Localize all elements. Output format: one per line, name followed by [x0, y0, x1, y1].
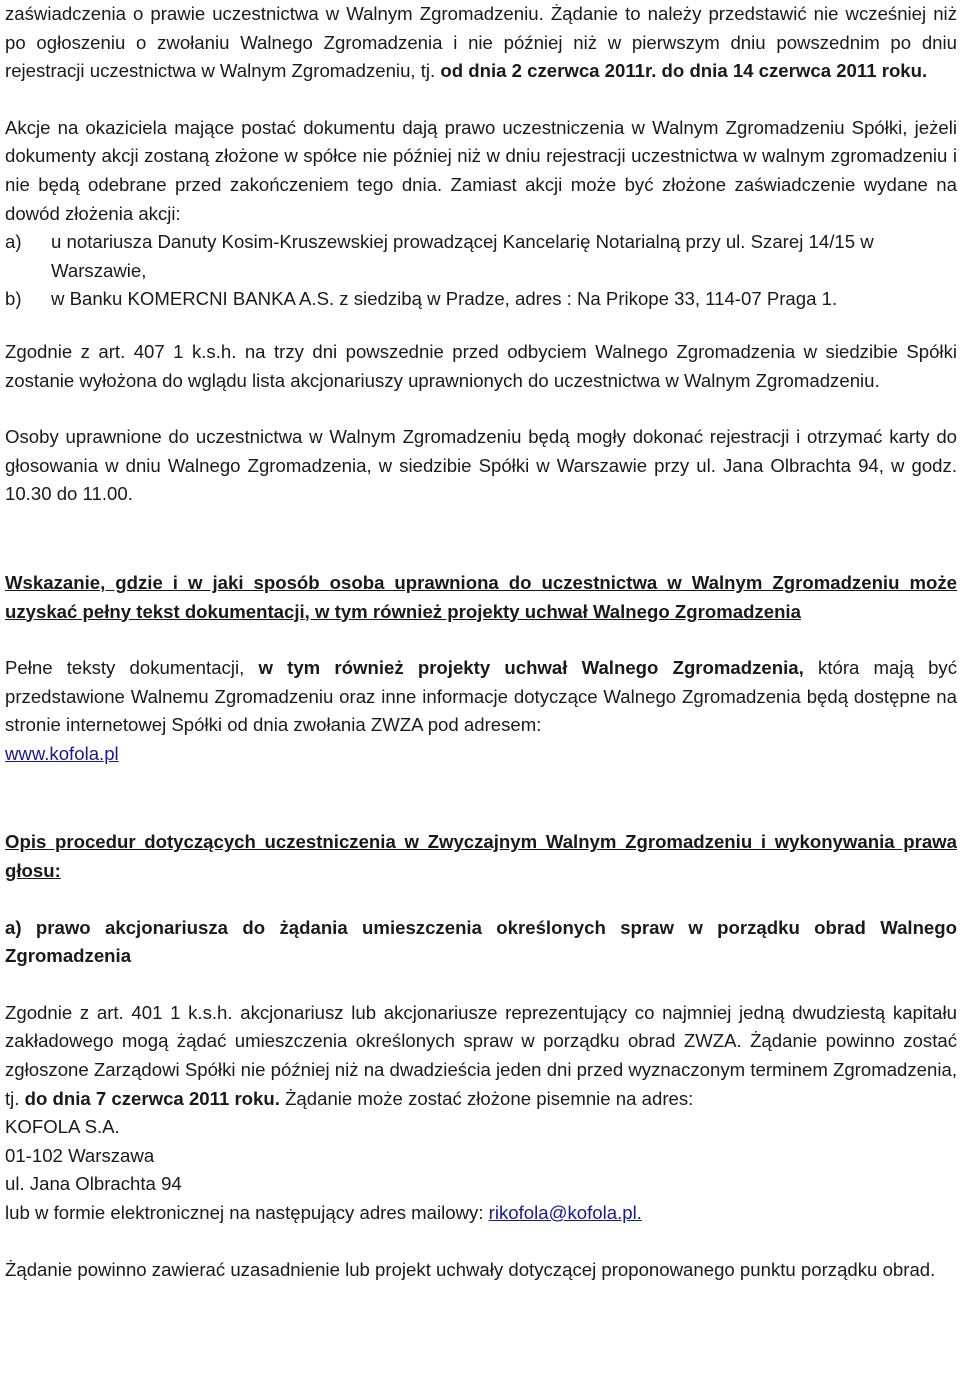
section-heading-procedures: Opis procedur dotyczących uczestniczenia w Zwyczajnym Walnym Zgromadzeniu i wykonywania prawa głosu: [5, 831, 957, 882]
date-range-bold: od dnia 2 czerwca 2011r. do dnia 14 czerwca 2011 roku. [440, 60, 928, 82]
paragraph-text: zaświadczenia o prawie uczestnictwa w Walnym Zgromadzeniu. Żądanie to należy przedstawić nie wcześniej niż po ogłoszeniu o zwołaniu Walnego Zgromadzenia i nie później niż w pierwszym dniu powszednim po dniu rejestracji uczestnictwa w Walnym Zgromadzeniu, tj. [5, 3, 957, 82]
subsection-heading-agenda: a) prawo akcjonariusza do żądania umieszczenia określonych spraw w porządku obrad Walnego Zgromadzenia [5, 916, 957, 967]
paragraph-agenda-request [5, 999, 957, 1113]
address-line: ul. Jana Olbrachta 94 [5, 1173, 182, 1195]
list-item [5, 285, 957, 314]
paragraph-bold-text: w tym również projekty uchwał Walnego Zgromadzenia, [258, 657, 804, 679]
paragraph-text: Pełne teksty dokumentacji, [5, 657, 259, 679]
paragraph-text: lub w formie elektronicznej na następujący adres mailowy: [5, 1202, 489, 1223]
list-item [5, 228, 957, 285]
deadline-bold: do dnia 7 czerwca 2011 roku. [24, 1087, 280, 1109]
paragraph-text: Zgodnie z art. 401 1 k.s.h. akcjonariusz lub akcjonariusze reprezentujący co najmniej jedną dwudziestą kapitału zakładowego mogą żądać umieszczenia określonych spraw w porządku obrad ZWZA. Żądanie powinno zostać zgłoszone Zarządowi Spółki nie później niż na dwadzieścia jeden dni przed wyznaczonym terminem Zgromadzenia, tj. [5, 1001, 957, 1109]
address-line: 01-102 Warszawa [5, 1144, 155, 1166]
section-heading-documentation: Wskazanie, gdzie i w jaki sposób osoba uprawniona do uczestnictwa w Walnym Zgromadzeniu może uzyskać pełny tekst dokumentacji, w tym również projekty uchwał Walnego Zgromadzenia [5, 571, 957, 622]
deposit-list [5, 228, 957, 314]
list-text: u notariusza Danuty Kosim-Kruszewskiej prowadzącej Kancelarię Notarialną przy ul. Szarej 14/15 w Warszawie, [51, 231, 874, 281]
paragraph-documentation [5, 654, 957, 740]
list-marker: b) [5, 288, 22, 310]
paragraph-email [5, 1199, 957, 1228]
paragraph-voting-cards: Osoby uprawnione do uczestnictwa w Walnym Zgromadzeniu będą mogły dokonać rejestracji i otrzymać karty do głosowania w dniu Walnego Zgromadzenia, w siedzibie Spółki w Warszawie przy ul. Jana Olbrachta 94, w godz. 10.30 do 11.00. [5, 426, 957, 505]
paragraph-text: która mają być przedstawione Walnemu Zgromadzeniu oraz inne informacje dotyczące Walnego Zgromadzenia będą dostępne na stronie internetowej Spółki od dnia zwołania ZWZA pod adresem: [5, 657, 958, 736]
company-address [5, 1113, 957, 1199]
address-line: KOFOLA S.A. [5, 1116, 120, 1138]
paragraph-registration [5, 0, 957, 86]
list-text: w Banku KOMERCNI BANKA A.S. z siedzibą w Pradze, adres : Na Prikope 33, 114-07 Praga 1. [51, 288, 838, 310]
email-link[interactable]: rikofola@kofola.pl. [488, 1202, 642, 1223]
paragraph-bearer-shares: Akcje na okaziciela mające postać dokumentu dają prawo uczestniczenia w Walnym Zgromadzeniu Spółki, jeżeli dokumenty akcji zostaną złożone w spółce nie później niż w dniu rejestracji uczestnictwa w walnym zgromadzeniu i nie będą odebrane przed zakończeniem tego dnia. Zamiast akcji może być złożone zaświadczenie wydane na dowód złożenia akcji: [5, 116, 957, 224]
paragraph-text: Żądanie może zostać złożone pisemnie na adres: [279, 1087, 694, 1109]
document-page [5, 0, 957, 1284]
paragraph-justification: Żądanie powinno zawierać uzasadnienie lub projekt uchwały dotyczącej proponowanego punktu porządku obrad. [5, 1258, 936, 1280]
paragraph-shareholder-list: Zgodnie z art. 407 1 k.s.h. na trzy dni powszednie przed odbyciem Walnego Zgromadzenia w siedzibie Spółki zostanie wyłożona do wglądu lista akcjonariuszy uprawnionych do uczestnictwa w Walnym Zgromadzeniu. [5, 340, 957, 391]
website-link[interactable]: www.kofola.pl [5, 742, 119, 764]
list-marker: a) [5, 231, 22, 253]
